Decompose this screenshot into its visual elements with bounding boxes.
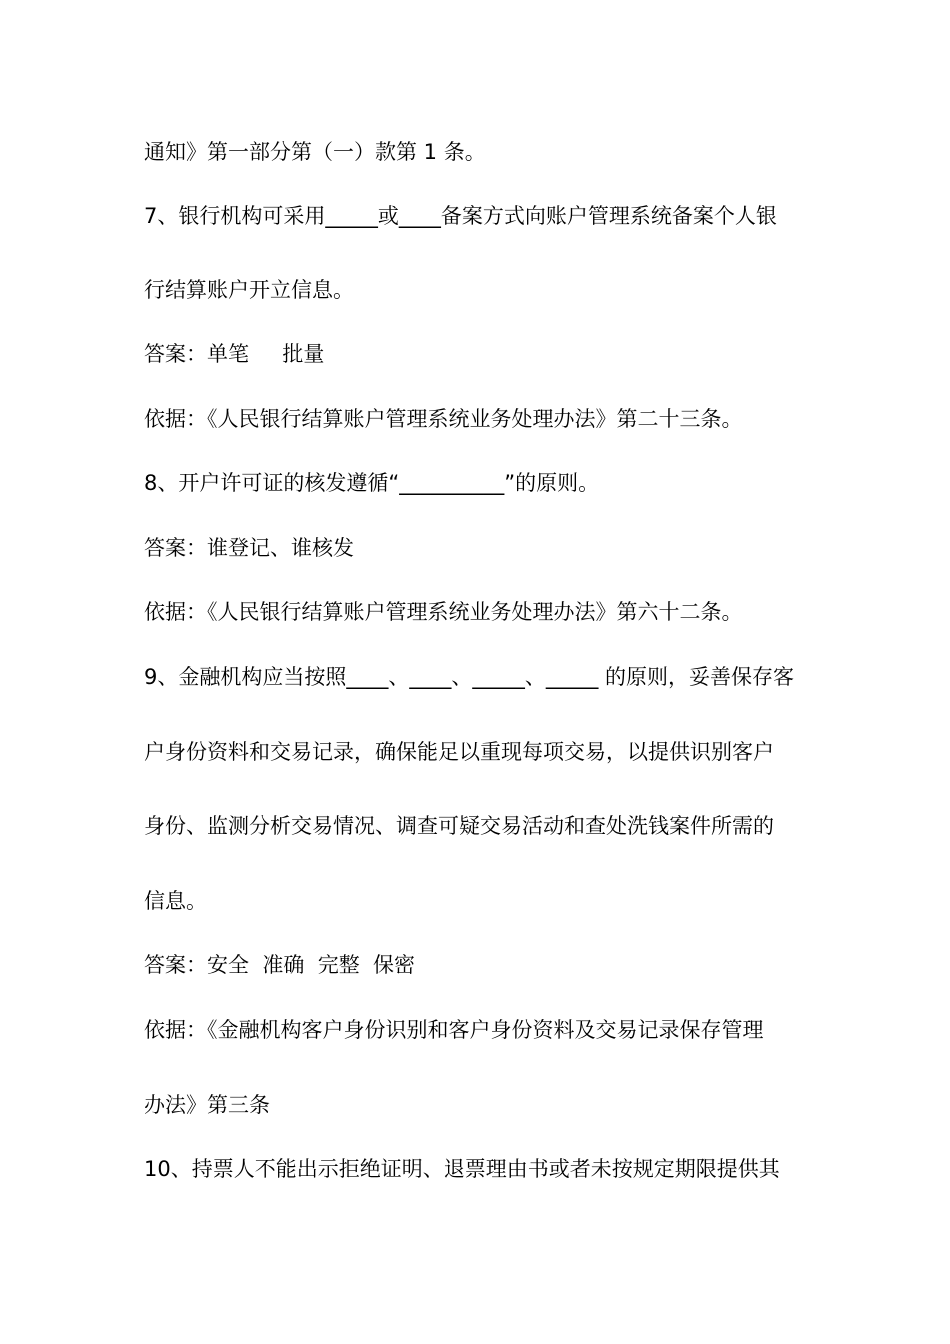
question-9-line-3: 身份、监测分析交易情况、调查可疑交易活动和查处洗钱案件所需的 xyxy=(144,814,774,838)
question-7-line-2: 行结算账户开立信息。 xyxy=(144,278,354,302)
question-9-line-4: 信息。 xyxy=(144,889,207,913)
basis-9-line-1: 依据：《金融机构客户身份识别和客户身份资料及交易记录保存管理 xyxy=(144,1018,764,1042)
basis-7: 依据：《人民银行结算账户管理系统业务处理办法》第二十三条。 xyxy=(144,407,743,431)
answer-8: 答案：谁登记、谁核发 xyxy=(144,536,354,560)
basis-9-line-2: 办法》第三条 xyxy=(144,1093,270,1117)
question-7-line-1: 7、银行机构可采用_____或____备案方式向账户管理系统备案个人银 xyxy=(144,204,777,228)
question-9-line-2: 户身份资料和交易记录，确保能足以重现每项交易，以提供识别客户 xyxy=(144,740,774,764)
question-9-line-1: 9、金融机构应当按照____、____、_____、_____ 的原则，妥善保存客 xyxy=(144,665,795,689)
answer-7: 答案：单笔 批量 xyxy=(144,342,325,366)
answer-9: 答案：安全 准确 完整 保密 xyxy=(144,953,416,977)
question-10-line-1: 10、持票人不能出示拒绝证明、退票理由书或者未按规定期限提供其 xyxy=(144,1157,780,1181)
question-8: 8、开户许可证的核发遵循“__________”的原则。 xyxy=(144,471,600,495)
text-line-1: 通知》第一部分第（一）款第 1 条。 xyxy=(144,140,486,164)
basis-8: 依据：《人民银行结算账户管理系统业务处理办法》第六十二条。 xyxy=(144,600,743,624)
